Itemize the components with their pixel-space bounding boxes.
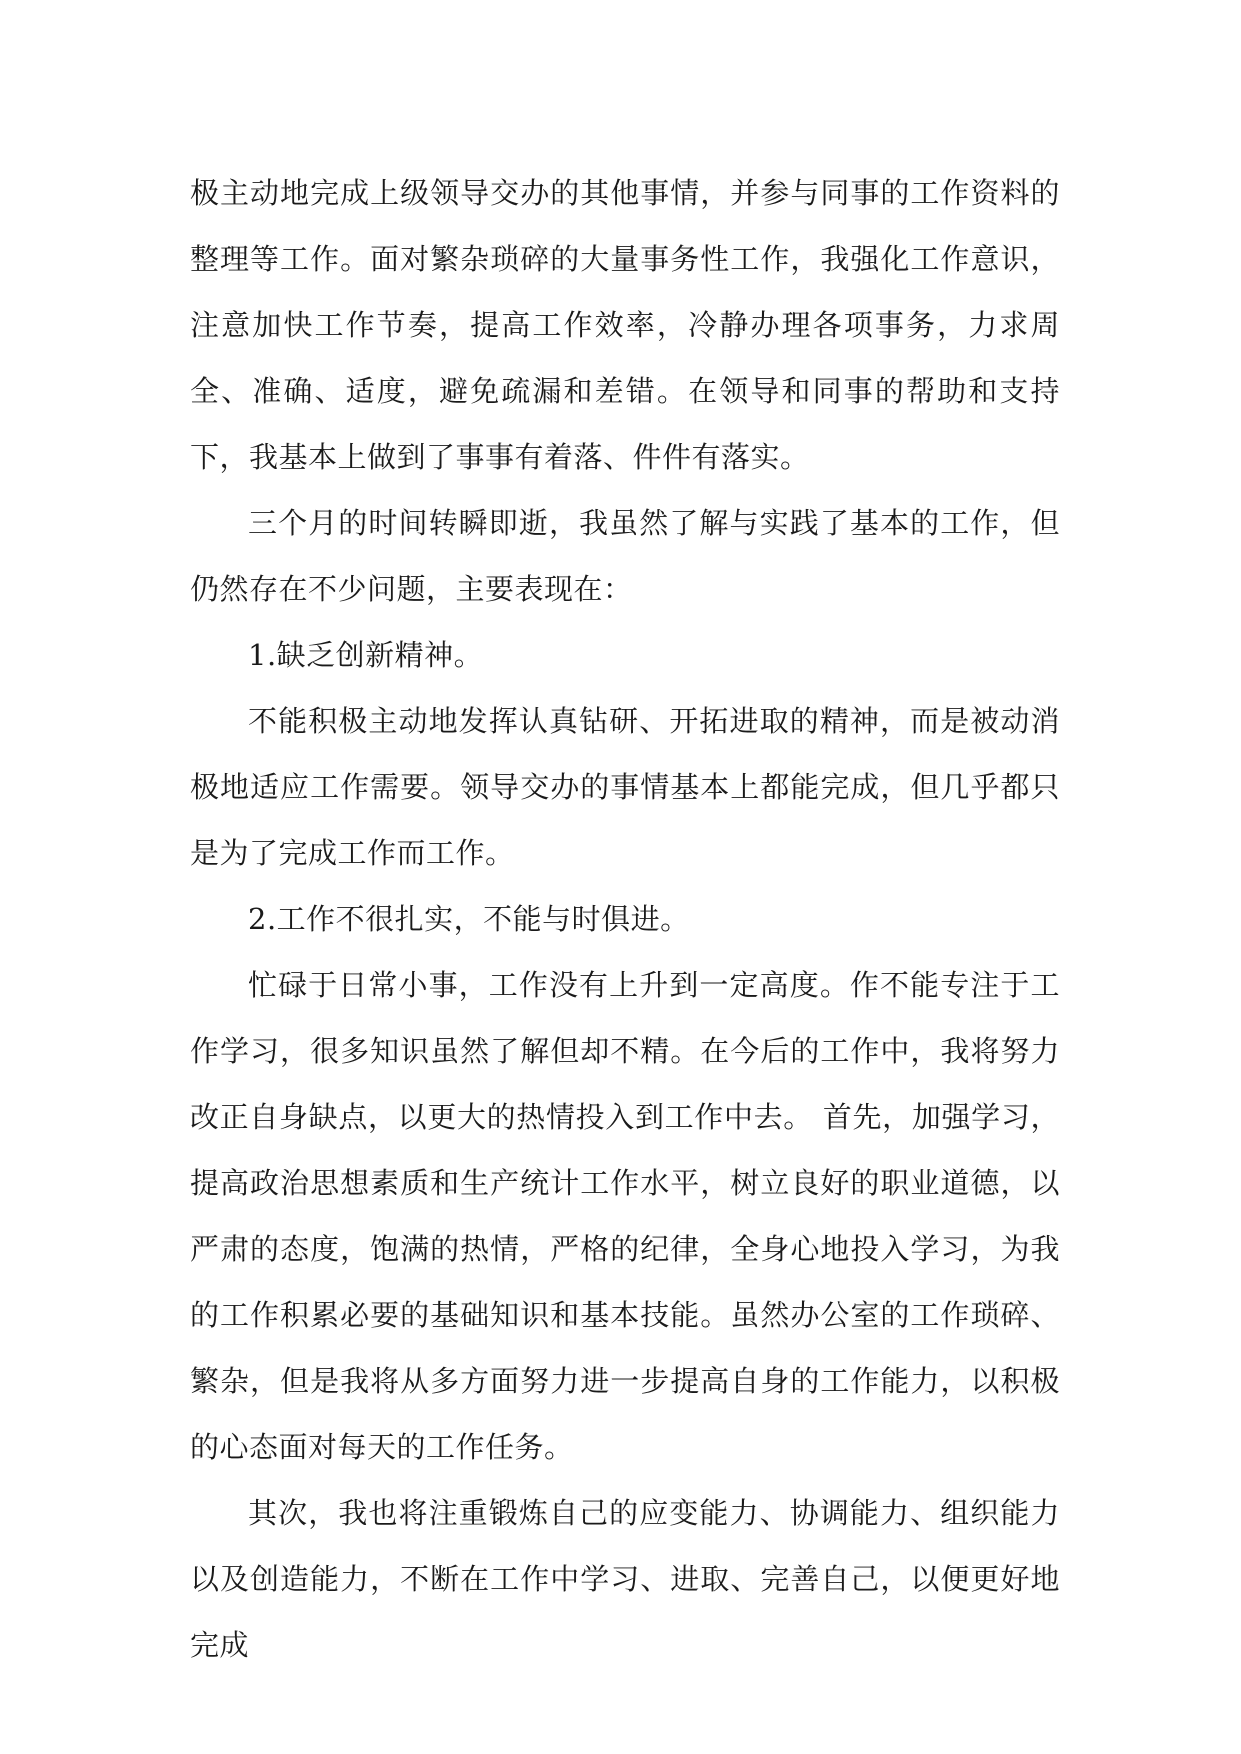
paragraph-2: 三个月的时间转瞬即逝，我虽然了解与实践了基本的工作，但仍然存在不少问题，主要表现在： xyxy=(190,506,1060,606)
list-item-1-heading: 1.缺乏创新精神。 xyxy=(248,638,484,672)
paragraph-3: 不能积极主动地发挥认真钻研、开拓进取的精神，而是被动消极地适应工作需要。领导交办的事情基本上都能完成，但几乎都只是为了完成工作而工作。 xyxy=(190,704,1060,870)
paragraph-5: 其次，我也将注重锻炼自己的应变能力、协调能力、组织能力以及创造能力，不断在工作中学习、进取、完善自己，以便更好地完成 xyxy=(190,1496,1060,1662)
list-item-2-heading: 2.工作不很扎实，不能与时俱进。 xyxy=(248,902,690,936)
paragraph-1: 极主动地完成上级领导交办的其他事情，并参与同事的工作资料的整理等工作。面对繁杂琐碎的大量事务性工作，我强化工作意识，注意加快工作节奏，提高工作效率，冷静办理各项事务，力求周全、准确、适度，避免疏漏和差错。在领导和同事的帮助和支持下，我基本上做到了事事有着落、件件有落实。 xyxy=(190,176,1060,474)
paragraph-4: 忙碌于日常小事，工作没有上升到一定高度。作不能专注于工作学习，很多知识虽然了解但却不精。在今后的工作中，我将努力改正自身缺点，以更大的热情投入到工作中去。 首先，加强学习，提高政治思想素质和生产统计工作水平，树立良好的职业道德，以严肃的态度，饱满的热情，严格的纪律，全身心地投入学习，为我的工作积累必要的基础知识和基本技能。虽然办公室的工作琐碎、繁杂，但是我将从多方面努力进一步提高自身的工作能力，以积极的心态面对每天的工作任务。 xyxy=(190,968,1060,1464)
document-body xyxy=(190,160,1060,1678)
